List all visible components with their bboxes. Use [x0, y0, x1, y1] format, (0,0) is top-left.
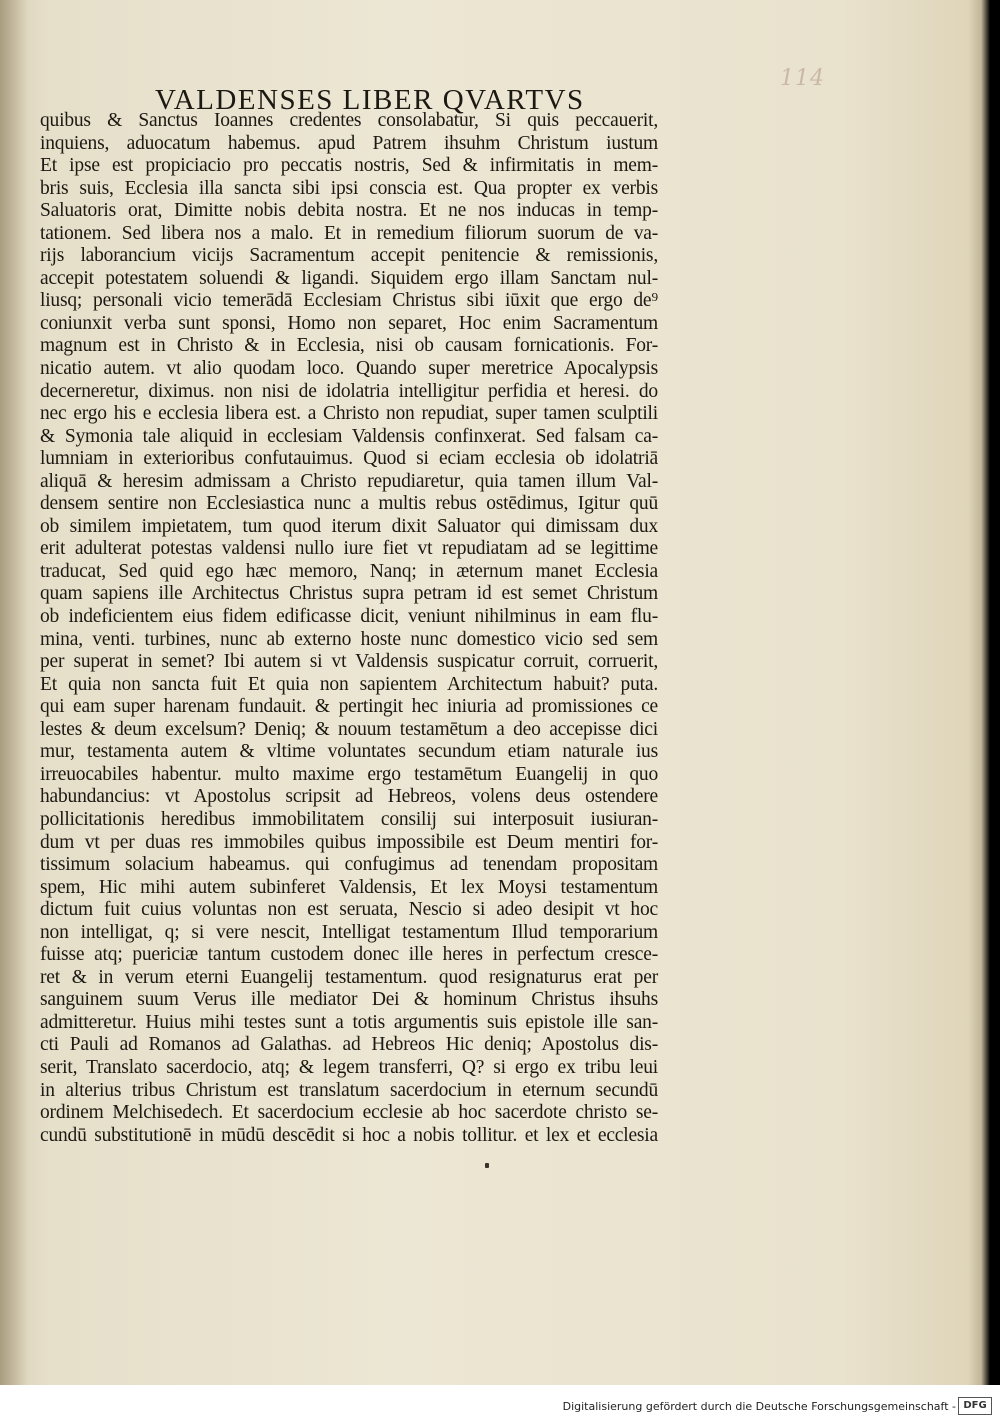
- text-line: quibus & Sanctus Ioannes credentes consolabatur, Si quis peccauerit,: [40, 110, 658, 131]
- text-line: decerneretur, diximus. non nisi de idolatria intelligitur perfidia et heresi. do: [40, 380, 658, 402]
- text-line: accepit potestatem soluendi & ligandi. Siquidem ergo illam Sanctam nul-: [40, 267, 658, 289]
- text-line: aliquā & heresim admissam a Christo repudiaretur, quia tamen illum Val-: [40, 470, 658, 492]
- page-edge: [968, 0, 990, 1385]
- footer-bar: [0, 1385, 1000, 1418]
- text-line: ordinem Melchisedech. Et sacerdocium ecclesie ab hoc sacerdote christo se-: [40, 1102, 658, 1124]
- text-line: lumniam in exterioribus confutauimus. Quod si eciam ecclesia ob idolatriā: [40, 448, 658, 470]
- text-line: magnum est in Christo & in Ecclesia, nisi ob causam fornicationis. For-: [40, 335, 658, 357]
- text-line: nicatio autem. vt alio quodam loco. Quando super meretrice Apocalypsis: [40, 358, 658, 380]
- text-line: pollicitationis heredibus immobilitatem consilij sui interposuit iusiuran-: [40, 808, 658, 830]
- text-line: serit, Translato sacerdocio, atq; & legem transferri, Q? si ergo ex tribu leui: [40, 1056, 658, 1078]
- folio-number: 114: [780, 66, 825, 91]
- spine-shadow: [0, 0, 28, 1385]
- text-line: ob similem impietatem, tum quod iterum dixit Saluator qui dimissam dux: [40, 515, 658, 537]
- ink-dot: [485, 1163, 489, 1168]
- text-line: cti Pauli ad Romanos ad Galathas. ad Hebreos Hic deniq; Apostolus dis-: [40, 1034, 658, 1056]
- text-line: ret & in verum eterni Euangelij testamentum. quod resignaturus erat per: [40, 966, 658, 988]
- text-line: sanguinem suum Verus ille mediator Dei & hominum Christus ihsuhs: [40, 989, 658, 1011]
- text-line: admitteretur. Huius mihi testes sunt a totis argumentis suis epistole ille san-: [40, 1011, 658, 1033]
- text-line: ob indeficientem eius fidem edificasse dicit, veniunt nihilminus in eam flu-: [40, 606, 658, 628]
- running-head: VALDENSES LIBER QVARTVS: [155, 84, 585, 116]
- text-line: tationem. Sed libera nos a malo. Et in remedium filiorum suorum de va-: [40, 222, 658, 244]
- text-line: liusq; personali vicio temerādā Ecclesiam Christus sibi iūxit que ergo de⁹: [40, 290, 658, 312]
- text-line: non intelligat, q; si vere nescit, Intelligat testamentum Illud temporarium: [40, 921, 658, 943]
- text-line: Et ipse est propiciacio pro peccatis nostris, Sed & infirmitatis in mem-: [40, 155, 658, 177]
- text-block: [40, 110, 658, 1147]
- text-line: habundancius: vt Apostolus scripsit ad Hebreos, volens deus ostendere: [40, 786, 658, 808]
- funding-credit: Digitalisierung gefördert durch die Deutsche Forschungsgemeinschaft -: [562, 1400, 956, 1413]
- text-line: per superat in semet? Ibi autem si vt Valdensis suspicatur corruit, corruerit,: [40, 651, 658, 673]
- text-line: fuisse atq; puericiæ tantum custodem donec ille heres in perfectum cresce-: [40, 944, 658, 966]
- text-line: tissimum solacium habeamus. qui confugimus ad tenendam propositam: [40, 854, 658, 876]
- text-line: densem sentire non Ecclesiastica nunc a multis rebus ostēdimus, Igitur quū: [40, 493, 658, 515]
- text-line: mina, venti. turbines, nunc ab externo hoste nunc domestico vicio sed sem: [40, 628, 658, 650]
- text-line: irreuocabiles habentur. multo maxime ergo testamētum Euangelij in quo: [40, 763, 658, 785]
- text-line: rijs laborancium vicijs Sacramentum accepit penitencie & remissionis,: [40, 245, 658, 267]
- text-line: spem, Hic mihi autem subinferet Valdensis, Et lex Moysi testamentum: [40, 876, 658, 898]
- text-line: cundū substitutionē in mūdū descēdit si hoc a nobis tollitur. et lex et ecclesia: [40, 1124, 658, 1146]
- text-line: Saluatoris orat, Dimitte nobis debita nostra. Et ne nos inducas in temp-: [40, 200, 658, 222]
- text-line: lestes & deum excelsum? Deniq; & nouum testamētum a deo accepisse dici: [40, 718, 658, 740]
- dfg-logo: DFG: [958, 1397, 992, 1415]
- text-line: traducat, Sed quid ego hæc memoro, Nanq; in æternum manet Ecclesia: [40, 560, 658, 582]
- text-line: nec ergo his e ecclesia libera est. a Christo non repudiat, super tamen sculptili: [40, 403, 658, 425]
- text-line: bris suis, Ecclesia illa sancta sibi ipsi conscia est. Qua propter ex verbis: [40, 177, 658, 199]
- text-line: mur, testamenta autem & vltime voluntates secundum etiam naturale ius: [40, 741, 658, 763]
- text-line: quam sapiens ille Architectus Christus supra petram id est semet Christum: [40, 583, 658, 605]
- text-line: qui eam super harenam fundauit. & pertingit hec iniuria ad promissiones ce: [40, 696, 658, 718]
- text-line: erit adulterat potestas valdensi nullo iure fiet vt repudiatam ad se legittime: [40, 538, 658, 560]
- text-line: & Symonia tale aliquid in ecclesiam Valdensis confinxerat. Sed falsam ca-: [40, 425, 658, 447]
- text-line: in alterius tribus Christum est translatum sacerdocium in eternum secundū: [40, 1079, 658, 1101]
- text-line: inquiens, aduocatum habemus. apud Patrem ihsuhm Christum iustum: [40, 132, 658, 154]
- text-line: dictum fuit cuius voluntas non est seruata, Nescio si adeo desipit vt hoc: [40, 899, 658, 921]
- text-line: coniunxit verba sunt sponsi, Homo non separet, Hoc enim Sacramentum: [40, 312, 658, 334]
- text-line: Et quia non sancta fuit Et quia non sapientem Architectum habuit? puta.: [40, 673, 658, 695]
- text-line: dum vt per duas res immobiles quibus impossibile est Deum mentiri for-: [40, 831, 658, 853]
